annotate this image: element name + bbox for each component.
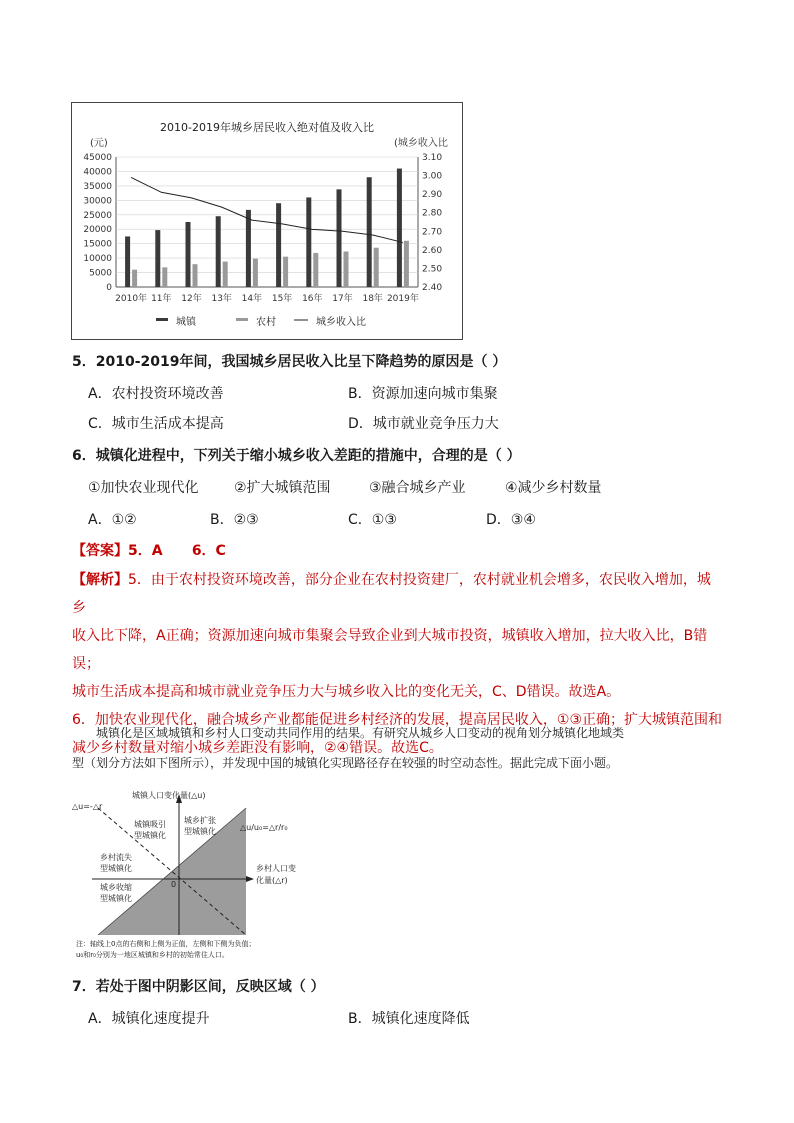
analysis-q5-text-3c: 错误。故选 — [526, 684, 597, 700]
q5-option-d[interactable]: D．城市就业竞争压力大 — [348, 416, 499, 432]
urbanization-diagram — [70, 785, 330, 960]
x-tick-label: 18年 — [362, 294, 383, 304]
x-tick-label: 13年 — [211, 294, 232, 304]
q5-option-a[interactable]: A．农村投资环境改善 — [88, 386, 224, 402]
bar-urban — [216, 216, 221, 287]
left-tick-label: 5000 — [89, 268, 112, 279]
analysis-q5-text-3d: A — [596, 684, 607, 700]
legend-swatch-urban — [156, 318, 168, 321]
urbanization-diagram-svg — [70, 785, 330, 960]
bar-rural — [253, 259, 258, 287]
right-tick-label: 2.80 — [422, 208, 443, 219]
analysis-q5-text-2c: 正确；资源加速向城市集聚会导致企业到大城市投资，城镇收入增加，拉大收入比， — [165, 628, 684, 644]
analysis-q5-text-2d: B — [683, 628, 694, 644]
q6-option-b[interactable]: B．②③ — [210, 512, 259, 528]
left-tick-label: 15000 — [83, 239, 112, 250]
analysis-q5-text-2b: A — [156, 628, 166, 644]
bar-rural — [344, 251, 349, 287]
q6-measure-4: ④减少乡村数量 — [505, 480, 602, 496]
passage — [72, 718, 732, 778]
ratio-line — [131, 177, 403, 242]
bar-urban — [306, 197, 311, 287]
right-tick-label: 2.70 — [422, 227, 443, 238]
x-tick-label: 16年 — [302, 294, 323, 304]
right-tick-label: 2.40 — [422, 283, 443, 293]
q6-option-a[interactable]: A．①② — [88, 512, 137, 528]
equation-2: △u/u₀=△r/r₀ — [240, 823, 288, 832]
right-axis-unit: (城乡收入比 — [394, 138, 448, 149]
bar-urban — [155, 230, 160, 287]
analysis-q6-text-2b: C — [419, 740, 429, 756]
analysis-q5-text-1: 5．由于农村投资环境改善，部分企业在农村投资建厂，农村就业机会增多，农民收入增加，城乡 — [72, 572, 711, 616]
analysis-q6-text-1b: ①③正确 — [556, 712, 611, 728]
income-chart — [71, 102, 463, 340]
bar-rural — [374, 248, 379, 287]
bar-urban — [367, 177, 372, 287]
answer-text: 5．A 6．C — [128, 543, 226, 559]
chart-title: 2010-2019年城乡居民收入绝对值及收入比 — [160, 121, 374, 134]
x-tick-label: 17年 — [332, 294, 353, 304]
analysis-q6-text-2c: 。 — [428, 740, 443, 756]
equation-1: △u=-△r — [72, 802, 103, 811]
bar-rural — [283, 257, 288, 287]
legend-label-rural: 农村 — [256, 317, 276, 328]
q6-measure-2: ②扩大城镇范围 — [234, 480, 331, 496]
region-4-label-a: 城乡收缩 — [100, 883, 132, 892]
region-3-label-a: 乡村流失 — [100, 853, 132, 862]
bar-urban — [246, 210, 251, 287]
answer-label: 【答案】 — [72, 543, 128, 559]
region-2-label-a: 城乡扩张 — [184, 816, 216, 825]
bar-rural — [404, 241, 409, 287]
right-tick-label: 3.10 — [422, 153, 443, 163]
y-axis-label: 城镇人口变化量(△u) — [132, 791, 206, 800]
left-tick-label: 40000 — [83, 167, 112, 178]
diagram-note-2: u₀和r₀分别为一地区城镇和乡村的初始常住人口。 — [76, 951, 229, 959]
q5-option-b[interactable]: B．资源加速向城市集聚 — [348, 386, 498, 402]
analysis-q6-text-2a: 减少乡村数量对缩小城乡差距没有影响，②④错误。故选 — [72, 740, 420, 756]
region-4-label-b: 型城镇化 — [100, 894, 132, 903]
x-axis-label-2: 化量(△r) — [256, 876, 288, 885]
region-3-label-b: 型城镇化 — [100, 864, 132, 873]
right-tick-label: 2.50 — [422, 264, 443, 275]
q6-measure-3: ③融合城乡产业 — [369, 480, 466, 496]
analysis-q6-text-1a: 6．加快农业现代化，融合城乡产业都能促进乡村经济的发展，提高居民收入， — [72, 712, 557, 728]
left-tick-label: 45000 — [83, 153, 112, 163]
analysis-q5-text-3e: 。 — [606, 684, 621, 700]
analysis-q5-text-3b: C、D — [492, 684, 527, 700]
analysis-line-1 — [72, 566, 722, 622]
answer-line — [72, 540, 226, 560]
bar-rural — [132, 270, 137, 287]
analysis-label: 【解析】 — [72, 572, 128, 588]
x-tick-label: 14年 — [241, 294, 263, 304]
left-tick-label: 30000 — [83, 196, 112, 207]
legend-swatch-rural — [236, 318, 248, 321]
right-tick-label: 3.00 — [422, 171, 443, 182]
bar-rural — [223, 262, 228, 287]
right-tick-label: 2.90 — [422, 190, 443, 201]
analysis-line-2 — [72, 622, 722, 678]
origin-label: 0 — [171, 880, 177, 889]
q7-stem: 7．若处于图中阴影区间，反映区域（ ） — [72, 979, 325, 995]
passage-line-2: 型（划分方法如下图所示），并发现中国的城镇化实现路径存在较强的时空动态性。据此完成下面小题。 — [72, 756, 619, 770]
passage-line-1: 城镇化是区域城镇和乡村人口变动共同作用的结果。有研究从城乡人口变动的视角划分城镇化地域类 — [96, 726, 625, 740]
analysis-q6-text-1c: ；扩大城镇范围和 — [610, 712, 723, 728]
bar-urban — [186, 222, 191, 287]
q6-option-d[interactable]: D．③④ — [486, 512, 536, 528]
analysis-q5-text-2a: 收入比下降， — [72, 628, 156, 644]
income-chart-svg — [72, 103, 462, 339]
legend-label-urban: 城镇 — [176, 317, 196, 328]
q5-option-c[interactable]: C．城市生活成本提高 — [88, 416, 224, 432]
region-1-label-a: 城镇吸引 — [134, 820, 166, 829]
q6-option-c[interactable]: C．①③ — [348, 512, 397, 528]
region-1-label-b: 型城镇化 — [134, 831, 166, 840]
analysis-q5-text-2e: 错误； — [72, 628, 708, 672]
bar-rural — [193, 264, 198, 287]
q7-option-b[interactable]: B．城镇化速度降低 — [348, 1011, 470, 1027]
bar-urban — [337, 189, 342, 287]
diagram-note-1: 注：轴线上0点的右侧和上侧为正值，左侧和下侧为负值； — [76, 940, 256, 948]
analysis-line-3 — [72, 678, 722, 706]
x-tick-label: 12年 — [181, 294, 202, 304]
bar-urban — [125, 236, 130, 287]
left-tick-label: 20000 — [83, 225, 112, 236]
q6-measure-1: ①加快农业现代化 — [88, 480, 199, 496]
q7-option-a[interactable]: A．城镇化速度提升 — [88, 1011, 210, 1027]
left-tick-label: 10000 — [83, 254, 112, 265]
x-tick-label: 2010年 — [115, 294, 148, 304]
x-axis-label-1: 乡村人口变 — [256, 864, 296, 873]
bar-urban — [397, 169, 402, 287]
x-axis-arrow-icon — [246, 876, 254, 882]
x-tick-label: 2019年 — [386, 294, 419, 304]
analysis-q5-text-3a: 城市生活成本提高和城市就业竞争压力大与城乡收入比的变化无关， — [72, 684, 492, 700]
left-tick-label: 25000 — [83, 210, 112, 221]
bar-rural — [162, 267, 167, 287]
left-axis-unit: (元) — [90, 138, 108, 149]
q5-stem: 5．2010-2019年间，我国城乡居民收入比呈下降趋势的原因是（ ） — [72, 354, 507, 370]
q6-stem: 6．城镇化进程中，下列关于缩小城乡收入差距的措施中，合理的是（ ） — [72, 448, 521, 464]
bar-urban — [276, 203, 281, 287]
x-tick-label: 11年 — [151, 294, 172, 304]
legend-label-ratio: 城乡收入比 — [316, 317, 366, 328]
right-tick-label: 2.60 — [422, 245, 443, 256]
bar-rural — [313, 253, 318, 287]
x-tick-label: 15年 — [271, 294, 293, 304]
region-2-label-b: 型城镇化 — [184, 827, 216, 836]
left-tick-label: 35000 — [83, 181, 112, 192]
left-tick-label: 0 — [106, 283, 112, 293]
